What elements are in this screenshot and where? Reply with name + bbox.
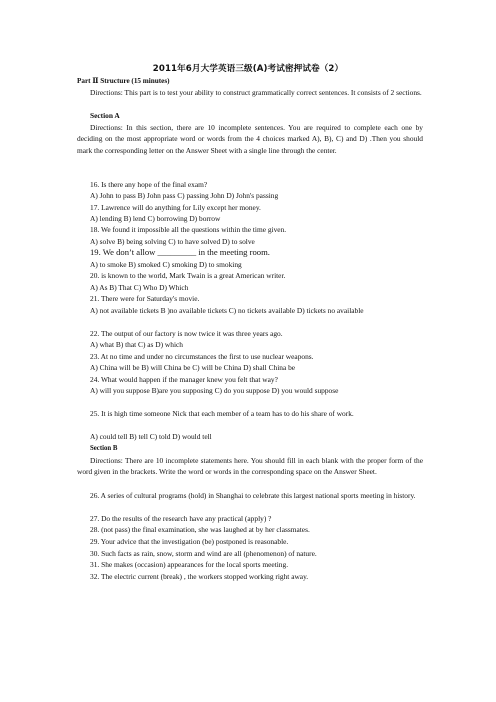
options-25: A) could tell B) tell C) told D) would tell <box>90 432 212 441</box>
options-18: A) solve B) being solving C) to have solved D) to solve <box>90 237 255 246</box>
question-17: 17. Lawrence will do anything for Lily except her money. <box>90 203 261 212</box>
section-b-directions: Directions: There are 10 incomplete statements here. You should fill in each blank with the proper form of the word given in the brackets. Write the word or words in the corresponding space on the Answer Sheet. <box>77 456 423 477</box>
question-19: 19. We don’t allow _________ in the meeting room. <box>90 247 270 257</box>
options-19: A) to smoke B) smoked C) smoking D) to smoking <box>90 260 242 269</box>
question-31: 31. She makes (occasion) appearances for the local sports meeting. <box>90 560 289 569</box>
question-23: 23. At no time and under no circumstances the first to use nuclear weapons. <box>90 352 314 361</box>
question-21: 21. There were for Saturday's movie. <box>90 294 200 303</box>
question-25: 25. It is high time someone Nick that each member of a team has to do his share of work. <box>90 409 354 418</box>
question-16: 16. Is there any hope of the final exam? <box>90 180 208 189</box>
options-21: A) not available tickets B )no available tickets C) no tickets available D) tickets no available <box>90 306 364 315</box>
document-title: 2011年6月大学英语三级(A)考试密押试卷（2） <box>152 64 344 74</box>
question-18: 18. We found it impossible all the questions within the time given. <box>90 225 287 234</box>
question-22: 22. The output of our factory is now twice it was three years ago. <box>90 329 283 338</box>
section-b-heading: Section B <box>90 445 118 452</box>
section-a-heading: Section A <box>90 111 120 120</box>
options-16: A) John to pass B) John pass C) passing John D) John's passing <box>90 191 279 200</box>
question-29: 29. Your advice that the investigation (be) postponed is reasonable. <box>90 537 289 546</box>
options-23: A) China will be B) will China be C) will be China D) shall China be <box>90 363 296 372</box>
options-17: A) lending B) lend C) borrowing D) borrow <box>90 214 221 223</box>
main-directions: Directions: This part is to test your ability to construct grammatically correct sentences. It consists of 2 sections. <box>90 88 422 97</box>
question-30: 30. Such facts as rain, snow, storm and wind are all (phenomenon) of nature. <box>90 549 317 558</box>
question-24: 24. What would happen if the manager knew you felt that way? <box>90 375 278 384</box>
options-22: A) what B) that C) as D) which <box>90 340 183 349</box>
options-20: A) As B) That C) Who D) Which <box>90 283 189 292</box>
question-27: 27. Do the results of the research have any practical (apply) ? <box>90 514 272 523</box>
part-heading: Part Ⅱ Structure (15 minutes) <box>77 77 170 85</box>
question-20: 20. is known to the world, Mark Twain is a great American writer. <box>90 271 286 280</box>
question-26: 26. A series of cultural programs (hold) in Shanghai to celebrate this largest national sports meeting in history. <box>90 491 416 500</box>
section-a-directions: Directions: In this section, there are 10 incomplete sentences. You are required to complete each one by deciding on the most appropriate word or words from the 4 choices marked A), B), C) and D) .Then you should mark the corresponding letter on the Answer Sheet with a single line through the center. <box>77 123 423 155</box>
question-28: 28. (not pass) the final examination, she was laughed at by her classmates. <box>90 525 310 534</box>
options-24: A) will you suppose B)are you supposing C) do you suppose D) you would suppose <box>90 386 339 395</box>
question-32: 32. The electric current (break) , the workers stopped working right away. <box>90 572 309 581</box>
